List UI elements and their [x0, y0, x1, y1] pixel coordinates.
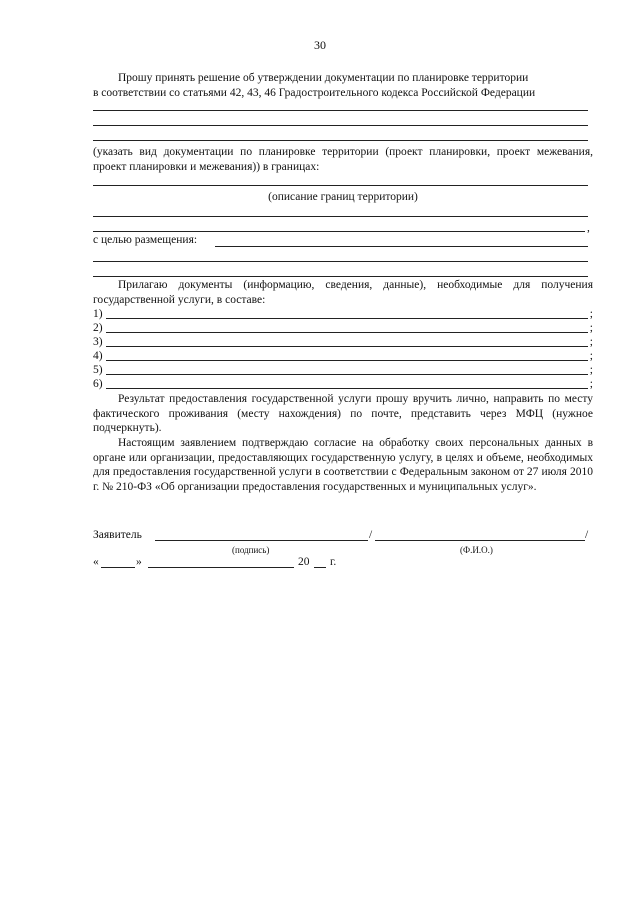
attachment-input-line[interactable]	[106, 318, 588, 319]
page-number: 30	[314, 38, 326, 52]
attachment-number: 1)	[93, 307, 103, 320]
applicant-label: Заявитель	[93, 529, 142, 541]
result-paragraph	[93, 392, 593, 436]
attachment-end: ;	[589, 307, 593, 320]
attachment-row[interactable]	[93, 307, 593, 321]
date-close-quote: »	[136, 556, 142, 568]
attachment-row[interactable]	[93, 349, 593, 363]
attachment-row[interactable]	[93, 363, 593, 377]
attachments-intro-text: Прилагаю документы (информацию, сведения, данные), необходимые для получения государственной услуги, в составе:	[93, 279, 593, 306]
attachment-number: 3)	[93, 335, 103, 348]
line-end-comma: ,	[587, 222, 590, 234]
date-month-input[interactable]	[148, 567, 294, 568]
attachment-row[interactable]	[93, 335, 593, 349]
attachment-input-line[interactable]	[106, 360, 588, 361]
attachment-input-line[interactable]	[106, 332, 588, 333]
borders-caption: (описание границ территории)	[268, 191, 418, 203]
attachment-number: 6)	[93, 377, 103, 390]
attachment-end: ;	[589, 377, 593, 390]
date-suffix: г.	[330, 556, 337, 568]
blank-line[interactable]	[93, 185, 588, 186]
attachment-row[interactable]	[93, 377, 593, 391]
signature-caption: (подпись)	[232, 545, 270, 555]
blank-line[interactable]	[93, 216, 588, 217]
consent-paragraph-text: Настоящим заявлением подтверждаю согласие на обработку своих персональных данных в органе или организации, предоставляющих государственную услугу, в целях и объеме, необходимых для предоставления государственной услуги в соответствии с Федеральным законом от 27 июля 2010 г. № 210-ФЗ «Об организации предоставления государственных и муниципальных услуг».	[93, 437, 593, 493]
blank-line[interactable]	[93, 140, 588, 141]
attachment-number: 4)	[93, 349, 103, 362]
blank-line[interactable]	[93, 261, 588, 262]
attachment-end: ;	[589, 363, 593, 376]
date-year-input[interactable]	[314, 567, 326, 568]
attachment-end: ;	[589, 321, 593, 334]
purpose-input-line[interactable]	[215, 246, 588, 247]
attachment-input-line[interactable]	[106, 388, 588, 389]
blank-line[interactable]	[93, 125, 588, 126]
slash-end: /	[585, 529, 589, 541]
attachment-number: 5)	[93, 363, 103, 376]
attachment-input-line[interactable]	[106, 346, 588, 347]
intro-line-2: в соответствии со статьями 42, 43, 46 Градостроительного кодекса Российской Федерации	[93, 87, 536, 99]
attachment-row[interactable]	[93, 321, 593, 335]
signature-input-line[interactable]	[155, 540, 368, 541]
attachment-end: ;	[589, 349, 593, 362]
doc-type-hint: (указать вид документации по планировке территории (проект планировки, проект межевания, проект планировки и межевания)) в границах:	[93, 146, 593, 173]
date-day-input[interactable]	[101, 567, 135, 568]
date-year-prefix: 20	[298, 556, 310, 568]
attachments-intro	[93, 278, 593, 307]
blank-line[interactable]	[93, 110, 588, 111]
fio-caption: (Ф.И.О.)	[460, 545, 493, 555]
purpose-label: с целью размещения:	[93, 234, 198, 246]
result-paragraph-text: Результат предоставления государственной услуги прошу вручить лично, направить по месту фактического проживания (месту нахождения) по почте, представить через МФЦ (нужное подчеркнуть).	[93, 393, 593, 434]
attachment-end: ;	[589, 335, 593, 348]
attachment-input-line[interactable]	[106, 374, 588, 375]
attachment-number: 2)	[93, 321, 103, 334]
intro-line-1: Прошу принять решение об утверждении документации по планировке территории	[118, 72, 529, 84]
fio-input-line[interactable]	[375, 540, 585, 541]
date-open-quote: «	[93, 556, 99, 568]
slash-separator: /	[369, 529, 373, 541]
consent-paragraph	[93, 436, 593, 494]
blank-line[interactable]	[93, 276, 588, 277]
blank-line[interactable]	[93, 231, 585, 232]
